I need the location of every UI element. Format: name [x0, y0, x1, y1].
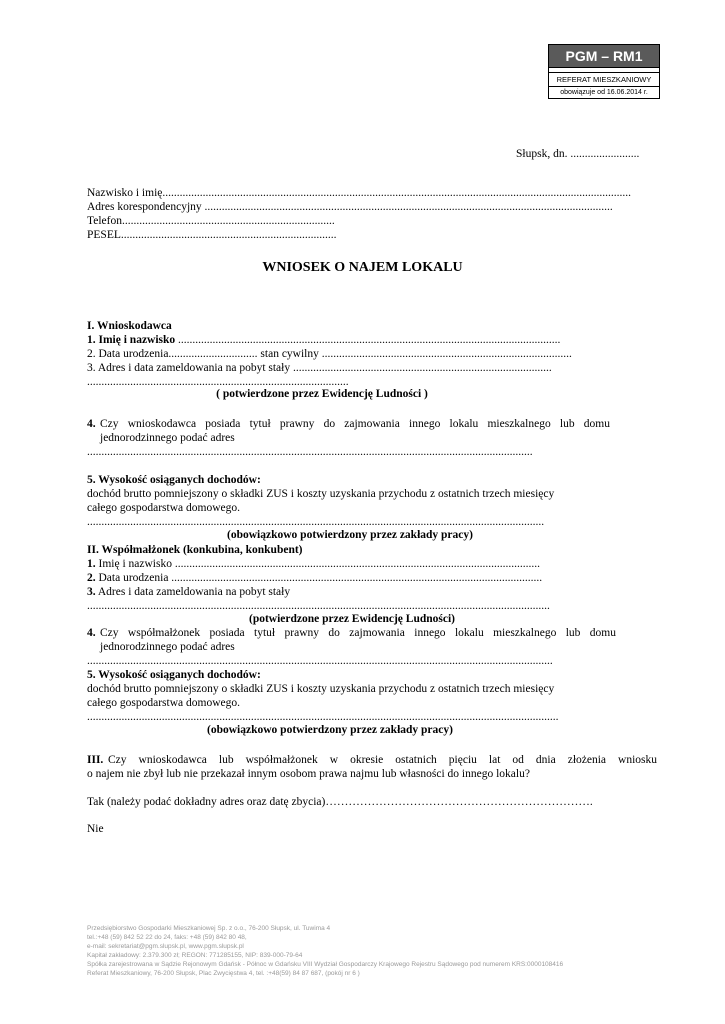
section2-q2-text: Data urodzenia .................................................................................................................................	[95, 572, 543, 584]
section1-q4-dots: ...........................................................................................................................................................	[87, 446, 533, 458]
department-label: REFERAT MIESZKANIOWY	[549, 72, 659, 87]
footer-phone: tel.:+48 (59) 842 52 22 do 24, faks: +48 (59) 842 80 48,	[87, 934, 247, 941]
section2-q1-text: Imię i nazwisko ...............................................................................................................................	[95, 558, 540, 570]
section2-q5-line1: dochód brutto pomniejszony o składki ZUS i koszty uzyskania przychodu z ostatnich trzech miesięcy	[87, 683, 555, 695]
section2-q3-dots: .................................................................................................................................................................	[87, 600, 550, 612]
section1-q4-num: 4.	[87, 418, 96, 430]
place-date: Słupsk, dn. ........................	[516, 148, 640, 160]
footer-capital: Kapitał zakładowy: 2.379.300 zł; REGON: 771285155, NIP: 839-000-79-64	[87, 952, 303, 959]
section1-q4-line2: jednorodzinnego podać adres	[100, 432, 235, 444]
footer-registry: Spółka zarejestrowana w Sądzie Rejonowym Gdańsk - Północ w Gdańsku VIII Wydział Gospodarczy Krajowego Rejestru Sądowego pod numerem KRS:0000108416	[87, 961, 564, 968]
address-field: Adres korespondencyjny ..............................................................................................................................................	[87, 201, 613, 213]
section1-q5-line1: dochód brutto pomniejszony o składki ZUS i koszty uzyskania przychodu z ostatnich trzech miesięcy	[87, 488, 555, 500]
section2-q2	[87, 572, 542, 585]
valid-from-label: obowiązuje od 16.06.2014 r.	[560, 89, 648, 96]
section1-q3: 3. Adres i data zameldowania na pobyt stały ..........................................................................................	[87, 362, 552, 374]
form-code: PGM – RM1	[549, 45, 659, 68]
section2-q3-note: (potwierdzone przez Ewidencję Ludności)	[248, 613, 456, 625]
section1-q5-note: (obowiązkowo potwierdzony przez zakłady pracy)	[227, 529, 473, 541]
section2-q4-num: 4.	[87, 627, 96, 639]
section2-heading: II. Współmałżonek (konkubina, konkubent)	[87, 544, 303, 556]
section3-yes: Tak (należy podać dokładny adres oraz datę zbycia)…………………………………………………………….	[87, 796, 593, 808]
section2-q2-num: 2.	[87, 572, 96, 584]
section1-heading: I. Wnioskodawca	[87, 320, 172, 332]
section3-line1: Czy wnioskodawca lub współmałżonek w okresie ostatnich pięciu lat od dnia złożenia wniosku	[108, 754, 657, 766]
section1-q3-note: ( potwierdzone przez Ewidencję Ludności )	[216, 388, 428, 400]
section2-q5-line2: całego gospodarstwa domowego.	[87, 697, 240, 709]
pesel-field: PESEL...........................................................................	[87, 229, 337, 241]
footer-department: Referat Mieszkaniowy, 76-200 Słupsk, Plac Zwycięstwa 4, tel. :+48(59) 84 87 687, (pokój nr 6 )	[87, 970, 360, 977]
section1-q2: 2. Data urodzenia............................... stan cywilny .......................................................................................	[87, 348, 572, 360]
footer-email: e-mail: sekretariat@pgm.slupsk.pl, www.pgm.slupsk.pl	[87, 943, 244, 950]
name-field: Nazwisko i imię...................................................................................................................................................................	[87, 187, 631, 199]
section3-num: III.	[87, 754, 104, 766]
section2-q3-text: Adres i data zameldowania na pobyt stały	[95, 586, 291, 598]
section2-q4-line2: jednorodzinnego podać adres	[100, 641, 235, 653]
section3-line2: o najem nie zbył lub nie przekazał innym osobom prawa najmu lub własności do innego lokalu?	[87, 768, 530, 780]
document-title: WNIOSEK O NAJEM LOKALU	[262, 260, 463, 275]
section2-q3	[87, 586, 290, 599]
section2-q4-dots: ..................................................................................................................................................................	[87, 655, 553, 667]
section1-q4	[87, 418, 96, 431]
section1-q3-dots: ...........................................................................................	[87, 376, 349, 388]
section2-q1-num: 1.	[87, 558, 96, 570]
section1-q1-dots: .....................................................................................................................................	[175, 334, 561, 346]
section2-q5-heading: 5. Wysokość osiąganych dochodów:	[87, 669, 261, 681]
phone-field: Telefon..........................................................................	[87, 215, 335, 227]
section2-q4	[87, 627, 96, 640]
section1-q4-line1: Czy wnioskodawca posiada tytuł prawny do zajmowania innego lokalu mieszkalnego lub domu	[100, 418, 610, 430]
section2-q5-dots: ....................................................................................................................................................................	[87, 711, 559, 723]
section3-no: Nie	[87, 823, 104, 835]
section2-q3-num: 3.	[87, 586, 96, 598]
section1-q5-dots: ...............................................................................................................................................................	[87, 516, 545, 528]
section1-q5-line2: całego gospodarstwa domowego.	[87, 502, 240, 514]
section2-q5-note: (obowiązkowo potwierdzony przez zakłady pracy)	[207, 724, 453, 736]
footer-company: Przedsiębiorstwo Gospodarki Mieszkaniowej Sp. z o.o., 76-200 Słupsk, ul. Tuwima 4	[87, 925, 331, 932]
section1-q1-label: 1. Imię i nazwisko	[87, 334, 176, 346]
section1-q1	[87, 334, 560, 347]
section1-q5-heading: 5. Wysokość osiąganych dochodów:	[87, 474, 261, 486]
section2-q4-line1: Czy współmałżonek posiada tytuł prawny do zajmowania innego lokalu mieszkalnego lub domu	[100, 627, 616, 639]
form-code-box	[548, 44, 660, 99]
section2-q1	[87, 558, 540, 571]
